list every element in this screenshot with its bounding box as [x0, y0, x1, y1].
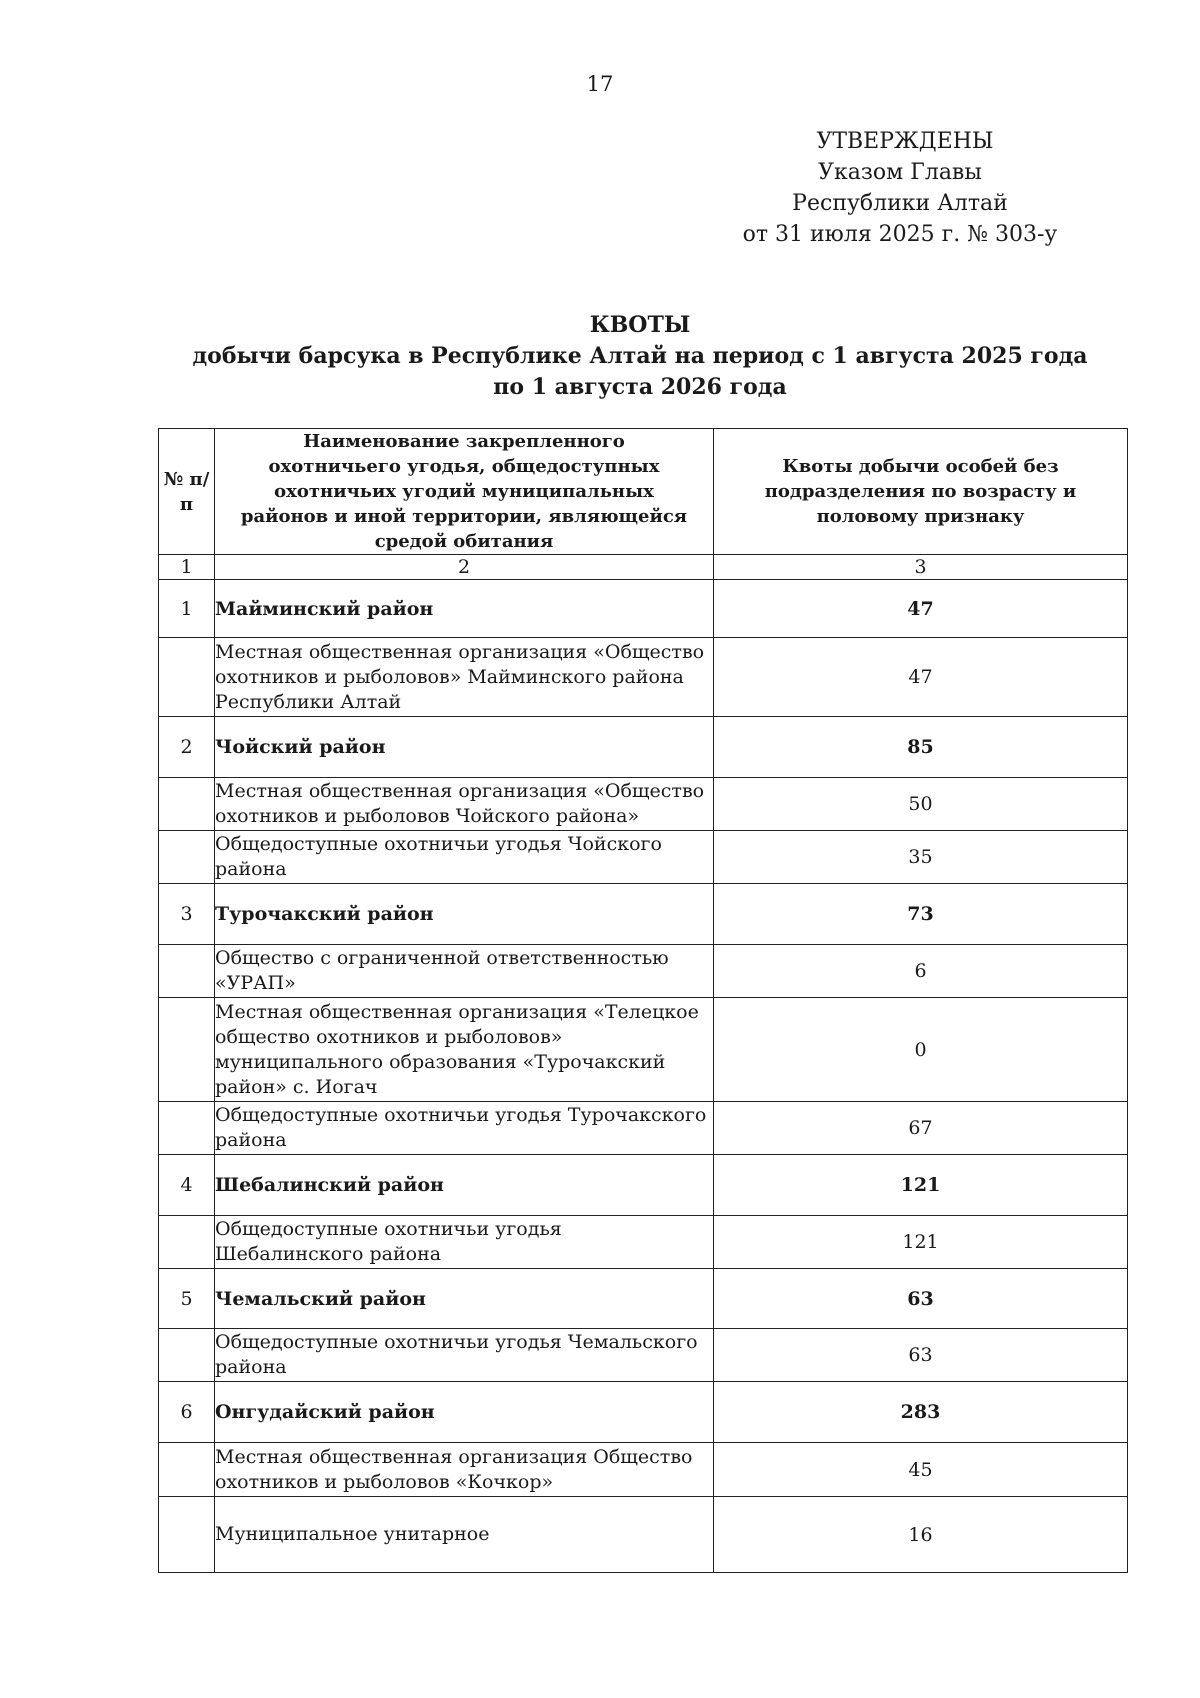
table-row [159, 1329, 1128, 1382]
land-quota: 67 [714, 1102, 1128, 1155]
district-name: Чойский район [215, 717, 714, 778]
title-subtitle: добычи барсука в Республике Алтай на период с 1 августа 2025 года [192, 343, 1088, 369]
approval-date: от 31 июля 2025 г. № 303-у [742, 222, 1058, 247]
district-quota: 85 [714, 717, 1128, 778]
approval-republic: Республики Алтай [792, 191, 1008, 216]
row-number [159, 945, 215, 998]
row-number: 6 [159, 1382, 215, 1443]
row-number: 2 [159, 717, 215, 778]
district-name: Онгудайский район [215, 1382, 714, 1443]
document-title [150, 310, 1130, 403]
land-name: Общество с ограниченной ответственностью «УРАП» [215, 945, 714, 998]
row-number [159, 1443, 215, 1497]
quota-table [158, 428, 1128, 1573]
approval-decree: Указом Главы [818, 160, 982, 185]
row-number [159, 1216, 215, 1269]
column-number-row [159, 555, 1128, 580]
row-number [159, 831, 215, 884]
district-quota: 47 [714, 580, 1128, 638]
land-name: Местная общественная организация «Телецкое общество охотников и рыболовов» муниципального образования «Турочакский район» с. Иогач [215, 998, 714, 1102]
district-row [159, 717, 1128, 778]
land-name: Общедоступные охотничьи угодья Чойского района [215, 831, 714, 884]
land-quota: 35 [714, 831, 1128, 884]
table-row [159, 1216, 1128, 1269]
land-name: Местная общественная организация «Общество охотников и рыболовов Чойского района» [215, 778, 714, 831]
district-row [159, 1382, 1128, 1443]
district-name: Майминский район [215, 580, 714, 638]
land-quota: 47 [714, 638, 1128, 717]
district-quota: 73 [714, 884, 1128, 945]
table-header-row [159, 429, 1128, 555]
approval-heading: УТВЕРЖДЕНЫ [816, 129, 994, 154]
land-quota: 6 [714, 945, 1128, 998]
header-quota: Квоты добычи особей без подразделения по возрасту и половому признаку [714, 429, 1128, 555]
title-main: КВОТЫ [589, 312, 691, 338]
district-name: Турочакский район [215, 884, 714, 945]
district-name: Чемальский район [215, 1269, 714, 1329]
colnum-3: 3 [714, 555, 1128, 580]
row-number [159, 1102, 215, 1155]
land-name: Муниципальное унитарное [215, 1497, 714, 1573]
row-number [159, 1329, 215, 1382]
district-row [159, 1155, 1128, 1216]
land-quota: 50 [714, 778, 1128, 831]
header-num: № п/п [159, 429, 215, 555]
table-row [159, 1443, 1128, 1497]
row-number: 4 [159, 1155, 215, 1216]
colnum-2: 2 [215, 555, 714, 580]
row-number: 1 [159, 580, 215, 638]
row-number [159, 638, 215, 717]
district-row [159, 580, 1128, 638]
row-number: 5 [159, 1269, 215, 1329]
row-number [159, 778, 215, 831]
colnum-1: 1 [159, 555, 215, 580]
land-quota: 121 [714, 1216, 1128, 1269]
table-row [159, 778, 1128, 831]
district-quota: 283 [714, 1382, 1128, 1443]
table-row [159, 638, 1128, 717]
table-row [159, 998, 1128, 1102]
land-quota: 0 [714, 998, 1128, 1102]
land-quota: 16 [714, 1497, 1128, 1573]
land-name: Общедоступные охотничьи угодья Чемальского района [215, 1329, 714, 1382]
row-number [159, 998, 215, 1102]
district-quota: 63 [714, 1269, 1128, 1329]
approval-stamp [690, 126, 1110, 250]
district-name: Шебалинский район [215, 1155, 714, 1216]
land-quota: 63 [714, 1329, 1128, 1382]
table-row [159, 1497, 1128, 1573]
land-name: Местная общественная организация «Общество охотников и рыболовов» Майминского района Республики Алтай [215, 638, 714, 717]
land-name: Общедоступные охотничьи угодья Турочакского района [215, 1102, 714, 1155]
row-number [159, 1497, 215, 1573]
table-row [159, 1102, 1128, 1155]
title-period: по 1 августа 2026 года [493, 374, 787, 400]
district-row [159, 1269, 1128, 1329]
page-number: 17 [586, 72, 614, 96]
land-quota: 45 [714, 1443, 1128, 1497]
land-name: Общедоступные охотничьи угодья Шебалинского района [215, 1216, 714, 1269]
table-row [159, 945, 1128, 998]
header-name: Наименование закрепленного охотничьего угодья, общедоступных охотничьих угодий муниципальных районов и иной территории, являющейся средой обитания [215, 429, 714, 555]
row-number: 3 [159, 884, 215, 945]
table-row [159, 831, 1128, 884]
district-row [159, 884, 1128, 945]
district-quota: 121 [714, 1155, 1128, 1216]
land-name: Местная общественная организация Общество охотников и рыболовов «Кочкор» [215, 1443, 714, 1497]
